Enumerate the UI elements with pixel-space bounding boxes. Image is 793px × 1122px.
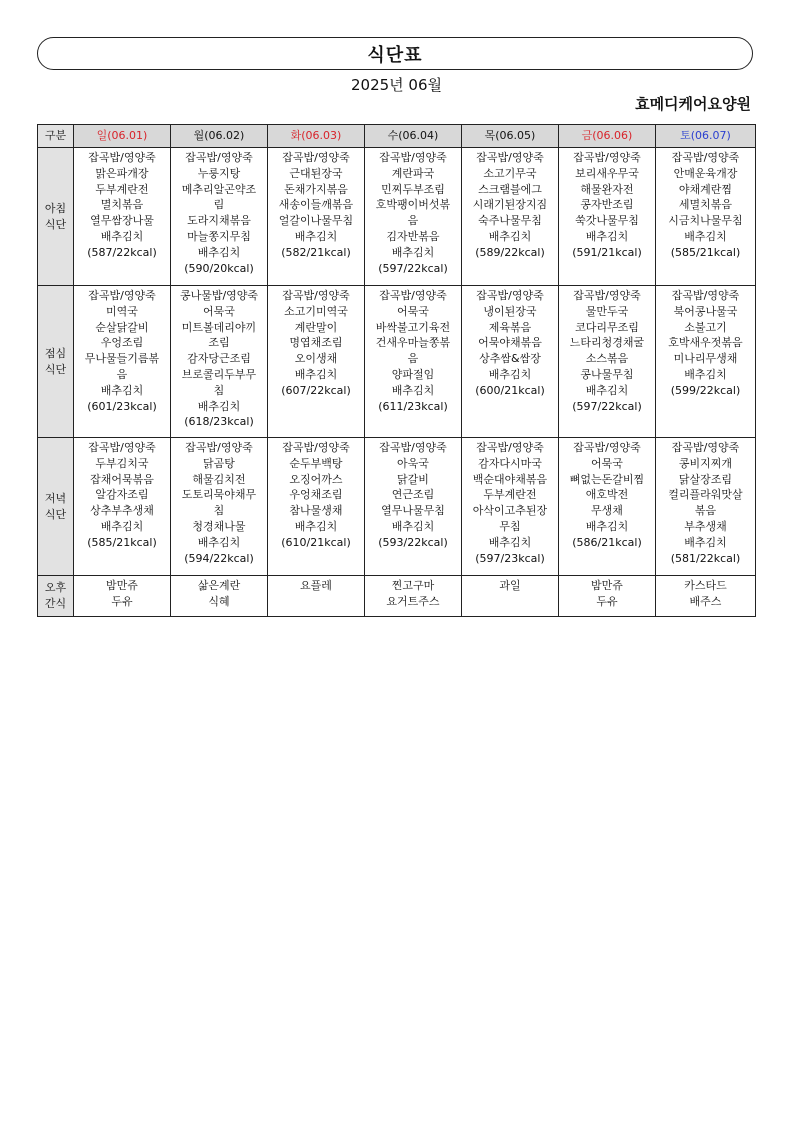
- menu-item: 닭살장조림: [678, 472, 733, 486]
- menu-item: 잡곡밥/영양죽: [379, 289, 447, 302]
- menu-item: 잡곡밥/영양죽: [476, 441, 544, 454]
- menu-item: 소고기미역국: [284, 304, 348, 318]
- menu-cell-wed: [365, 438, 462, 576]
- menu-item: 배추김치: [488, 535, 532, 549]
- meal-label-line: 점심: [44, 346, 67, 360]
- menu-item: 침: [213, 383, 225, 397]
- menu-item: 알감자조림: [95, 488, 149, 502]
- menu-item: 잡곡밥/영양죽: [88, 441, 156, 454]
- menu-item: 잡곡밥/영양죽: [185, 151, 253, 164]
- day-header-thu: 목(06.05): [462, 125, 559, 148]
- day-header-sat: 토(06.07): [656, 125, 756, 148]
- meal-label: [38, 148, 74, 286]
- menu-item: 조림: [208, 336, 230, 350]
- menu-item: 배추김치: [197, 399, 241, 413]
- menu-item: 건새우마늘쫑볶: [375, 336, 451, 350]
- menu-cell-sun: [74, 286, 171, 438]
- menu-item: 숙주나물무침: [478, 214, 542, 228]
- menu-item: 배추김치: [294, 367, 338, 381]
- menu-item: 브로콜리두부무: [181, 367, 257, 381]
- menu-item: 배추김치: [197, 245, 241, 259]
- meal-label-line: 간식: [44, 597, 67, 610]
- menu-item: 우엉채조림: [289, 488, 343, 502]
- menu-item: 어묵국: [397, 304, 429, 318]
- meal-plan-table: [37, 124, 756, 617]
- menu-item: (597/22kcal): [572, 399, 642, 413]
- menu-item: (587/22kcal): [87, 245, 157, 259]
- menu-item: 두부계란전: [483, 488, 537, 502]
- menu-item: 부추생채: [684, 519, 727, 533]
- menu-item: 명엽채조림: [289, 336, 343, 350]
- menu-item: 감자다시마국: [478, 456, 542, 470]
- breakfast-row: [38, 148, 756, 286]
- menu-item: 물만두국: [585, 304, 629, 318]
- menu-item: (597/22kcal): [378, 261, 448, 275]
- menu-item: 어묵국: [591, 456, 623, 470]
- menu-item: (594/22kcal): [184, 551, 254, 565]
- menu-item: 어묵국: [203, 304, 235, 318]
- menu-item: 잡곡밥/영양죽: [185, 441, 253, 454]
- menu-cell-wed: [365, 286, 462, 438]
- menu-item: 밤만쥬: [591, 579, 623, 592]
- menu-item: 두유: [111, 594, 133, 608]
- menu-item: 잡곡밥/영양죽: [282, 151, 350, 164]
- menu-cell-mon: [171, 576, 268, 617]
- menu-item: 과일: [499, 579, 521, 592]
- menu-item: 잡곡밥/영양죽: [573, 441, 641, 454]
- meal-label-line: 식단: [44, 362, 67, 376]
- menu-cell-sat: [656, 438, 756, 576]
- menu-item: 메추리알곤약조: [181, 182, 257, 196]
- menu-item: 코다리무조림: [575, 320, 639, 334]
- menu-item: 근대된장국: [289, 166, 343, 180]
- menu-cell-tue: [268, 286, 365, 438]
- menu-item: 소스볶음: [585, 352, 629, 366]
- menu-item: 배추김치: [684, 229, 727, 243]
- menu-item: 잡곡밥/영양죽: [573, 289, 641, 302]
- page-title: 식단표: [367, 44, 423, 66]
- menu-item: 배추김치: [100, 229, 144, 243]
- menu-item: 소고기무국: [483, 166, 537, 180]
- menu-item: 음: [407, 352, 419, 366]
- menu-item: 안매운육개장: [673, 166, 738, 180]
- menu-item: 찐고구마: [391, 579, 435, 592]
- menu-item: 침: [213, 504, 225, 518]
- menu-item: 야채계란찜: [678, 182, 733, 196]
- menu-cell-sat: [656, 576, 756, 617]
- menu-item: 북어콩나물국: [673, 304, 738, 318]
- menu-item: 스크램블에그: [478, 182, 542, 196]
- menu-item: 배추김치: [585, 383, 629, 397]
- menu-item: 요플레: [300, 579, 332, 592]
- meal-label-line: 저녁: [44, 491, 67, 505]
- menu-item: 호박팽이버섯볶: [375, 198, 451, 212]
- day-header-fri: 금(06.06): [559, 125, 656, 148]
- menu-item: 배추김치: [100, 519, 144, 533]
- menu-item: 해물김치전: [192, 472, 246, 486]
- meal-label-line: 아침: [44, 201, 67, 215]
- menu-item: 아욱국: [397, 456, 429, 470]
- menu-item: 잡곡밥/영양죽: [379, 151, 447, 164]
- day-header-wed: 수(06.04): [365, 125, 462, 148]
- menu-cell-wed: [365, 576, 462, 617]
- menu-item: 잡곡밥/영양죽: [282, 441, 350, 454]
- menu-item: 양파절임: [391, 367, 435, 381]
- menu-item: (585/21kcal): [87, 535, 157, 549]
- menu-item: 계란말이: [294, 320, 338, 334]
- menu-item: 카스타드: [684, 579, 727, 592]
- menu-item: 호박새우젓볶음: [668, 336, 743, 350]
- menu-item: 미역국: [106, 304, 138, 318]
- menu-item: 순두부백탕: [289, 456, 343, 470]
- menu-item: 배추김치: [684, 367, 727, 381]
- menu-cell-mon: [171, 148, 268, 286]
- menu-item: 열무나물무침: [381, 504, 445, 518]
- menu-item: 잡채어묵볶음: [90, 472, 154, 486]
- menu-item: 백순대야채볶음: [472, 472, 548, 486]
- menu-item: 시래기된장지짐: [472, 198, 548, 212]
- menu-cell-fri: [559, 148, 656, 286]
- menu-item: 뼈없는돈갈비찜: [569, 472, 645, 486]
- menu-item: 애호박전: [585, 488, 629, 502]
- menu-cell-thu: [462, 576, 559, 617]
- menu-item: (589/22kcal): [475, 245, 545, 259]
- menu-item: 잡곡밥/영양죽: [671, 289, 740, 302]
- menu-item: 어묵야채볶음: [478, 336, 542, 350]
- menu-item: 잡곡밥/영양죽: [476, 289, 544, 302]
- menu-item: 계란파국: [391, 166, 435, 180]
- menu-item: (591/21kcal): [572, 245, 642, 259]
- menu-item: (601/23kcal): [87, 399, 157, 413]
- menu-item: (597/23kcal): [475, 551, 545, 565]
- menu-item: 배추김치: [488, 367, 532, 381]
- menu-item: 상추부추생채: [90, 504, 154, 518]
- menu-item: 바싹불고기육전: [375, 320, 451, 334]
- menu-item: 잡곡밥/영양죽: [671, 441, 740, 454]
- menu-item: (607/22kcal): [281, 383, 351, 397]
- menu-cell-mon: [171, 438, 268, 576]
- menu-cell-fri: [559, 576, 656, 617]
- menu-item: 열무쌈장나물: [90, 214, 154, 228]
- meal-label: [38, 286, 74, 438]
- menu-item: 배추김치: [684, 535, 727, 549]
- menu-item: 콩나물밥/영양죽: [179, 289, 259, 302]
- menu-item: 콩자반조림: [580, 198, 634, 212]
- menu-item: 제육볶음: [488, 320, 532, 334]
- menu-cell-sat: [656, 148, 756, 286]
- menu-item: 냉이된장국: [483, 304, 537, 318]
- menu-item: 두부김치국: [95, 456, 149, 470]
- menu-item: 배추김치: [100, 383, 144, 397]
- menu-item: 닭곰탕: [203, 456, 235, 470]
- menu-item: 두유: [596, 594, 618, 608]
- menu-item: (611/23kcal): [378, 399, 448, 413]
- menu-cell-fri: [559, 438, 656, 576]
- menu-item: 콩비지찌개: [678, 456, 733, 470]
- menu-cell-thu: [462, 438, 559, 576]
- menu-item: 무침: [499, 519, 521, 533]
- menu-cell-sat: [656, 286, 756, 438]
- header-row: [38, 125, 756, 148]
- menu-item: 해물완자전: [580, 182, 634, 196]
- menu-cell-fri: [559, 286, 656, 438]
- menu-item: 민찌두부조림: [381, 182, 445, 196]
- meal-label-line: 식단: [44, 507, 67, 521]
- menu-item: (585/21kcal): [670, 245, 741, 259]
- snack-row: [38, 576, 756, 617]
- menu-item: 밤만쥬: [106, 579, 138, 592]
- menu-cell-sun: [74, 576, 171, 617]
- menu-item: 컬리플라워맛살: [668, 488, 743, 502]
- menu-item: 배주스: [689, 594, 722, 608]
- menu-item: (593/22kcal): [378, 535, 448, 549]
- menu-item: (586/21kcal): [572, 535, 642, 549]
- menu-item: 참나물생채: [289, 504, 343, 518]
- menu-item: 멸치볶음: [100, 198, 144, 212]
- menu-item: 배추김치: [585, 519, 629, 533]
- menu-item: 삶은계란: [197, 579, 241, 592]
- menu-item: 상추쌈&쌈장: [479, 352, 541, 366]
- menu-item: 연근조림: [391, 488, 435, 502]
- menu-item: 세멸치볶음: [678, 198, 733, 212]
- meal-label: [38, 576, 74, 617]
- menu-item: 느타리청경채굴: [569, 336, 645, 350]
- menu-item: 새송이들깨볶음: [278, 198, 354, 212]
- menu-item: 배추김치: [585, 229, 629, 243]
- menu-item: 잡곡밥/영양죽: [379, 441, 447, 454]
- menu-item: 시금치나물무침: [668, 214, 743, 228]
- menu-item: 쑥갓나물무침: [575, 214, 639, 228]
- menu-item: 무생채: [591, 504, 623, 518]
- menu-cell-sun: [74, 438, 171, 576]
- title-box: [37, 37, 753, 70]
- menu-item: 누룽지탕: [197, 166, 241, 180]
- menu-item: (618/23kcal): [184, 415, 254, 429]
- menu-item: (590/20kcal): [184, 261, 254, 275]
- menu-item: 도라지채볶음: [187, 214, 251, 228]
- day-header-sun: 일(06.01): [74, 125, 171, 148]
- menu-item: 얼갈이나물무침: [278, 214, 354, 228]
- menu-item: 배추김치: [391, 383, 435, 397]
- menu-item: 우엉조림: [100, 336, 144, 350]
- menu-item: 음: [116, 367, 128, 381]
- menu-item: 배추김치: [197, 535, 241, 549]
- menu-item: 배추김치: [391, 519, 435, 533]
- menu-item: 잡곡밥/영양죽: [671, 151, 740, 164]
- menu-cell-thu: [462, 148, 559, 286]
- lunch-row: [38, 286, 756, 438]
- menu-item: 마늘쫑지무침: [187, 229, 251, 243]
- menu-item: 도토리묵야채무: [181, 488, 257, 502]
- menu-item: 잡곡밥/영양죽: [88, 289, 156, 302]
- menu-item: 식혜: [208, 594, 230, 608]
- menu-item: 미나리무생채: [673, 352, 738, 366]
- menu-cell-wed: [365, 148, 462, 286]
- menu-item: (582/21kcal): [281, 245, 351, 259]
- menu-item: 볶음: [694, 504, 717, 518]
- organization-name: 효메디케어요양원: [635, 95, 751, 113]
- menu-item: 돈채가지볶음: [284, 182, 348, 196]
- menu-cell-thu: [462, 286, 559, 438]
- menu-item: 잡곡밥/영양죽: [573, 151, 641, 164]
- menu-cell-tue: [268, 438, 365, 576]
- menu-item: 오징어까스: [289, 472, 343, 486]
- menu-item: 잡곡밥/영양죽: [88, 151, 156, 164]
- menu-item: 배추김치: [294, 229, 338, 243]
- month-subtitle: 2025년 06월: [350, 76, 442, 94]
- menu-item: 소불고기: [684, 320, 727, 334]
- menu-item: 오이생채: [294, 352, 338, 366]
- menu-cell-tue: [268, 148, 365, 286]
- menu-item: 잡곡밥/영양죽: [476, 151, 544, 164]
- meal-label-line: 오후: [44, 581, 67, 595]
- menu-item: 순살닭갈비: [95, 320, 149, 334]
- menu-item: 잡곡밥/영양죽: [282, 289, 350, 302]
- menu-item: (600/21kcal): [475, 383, 545, 397]
- menu-cell-mon: [171, 286, 268, 438]
- menu-item: 요거트주스: [386, 594, 440, 608]
- menu-item: 맑은파개장: [95, 166, 149, 180]
- meal-label: [38, 438, 74, 576]
- day-header-tue: 화(06.03): [268, 125, 365, 148]
- menu-cell-tue: [268, 576, 365, 617]
- menu-item: 콩나물무침: [580, 367, 634, 381]
- menu-item: 청경채나물: [192, 519, 246, 533]
- menu-item: 배추김치: [488, 229, 532, 243]
- menu-item: 음: [407, 214, 419, 228]
- menu-cell-sun: [74, 148, 171, 286]
- menu-item: 미트볼데리야끼: [181, 320, 257, 334]
- corner-label: 구분: [38, 125, 74, 148]
- menu-item: (610/21kcal): [281, 535, 351, 549]
- menu-item: 아삭이고추된장: [472, 504, 548, 518]
- menu-item: 감자당근조림: [187, 352, 251, 366]
- menu-item: (599/22kcal): [670, 383, 741, 397]
- menu-item: 김자반볶음: [386, 229, 440, 243]
- menu-item: 배추김치: [294, 519, 338, 533]
- menu-item: 닭갈비: [397, 472, 429, 486]
- meal-label-line: 식단: [44, 217, 67, 231]
- menu-item: 무나물들기름볶: [84, 352, 160, 366]
- menu-item: (581/22kcal): [670, 551, 741, 565]
- menu-item: 두부계란전: [95, 182, 149, 196]
- dinner-row: [38, 438, 756, 576]
- menu-item: 림: [213, 198, 225, 212]
- day-header-mon: 월(06.02): [171, 125, 268, 148]
- menu-item: 배추김치: [391, 245, 435, 259]
- menu-item: 보리새우무국: [575, 166, 639, 180]
